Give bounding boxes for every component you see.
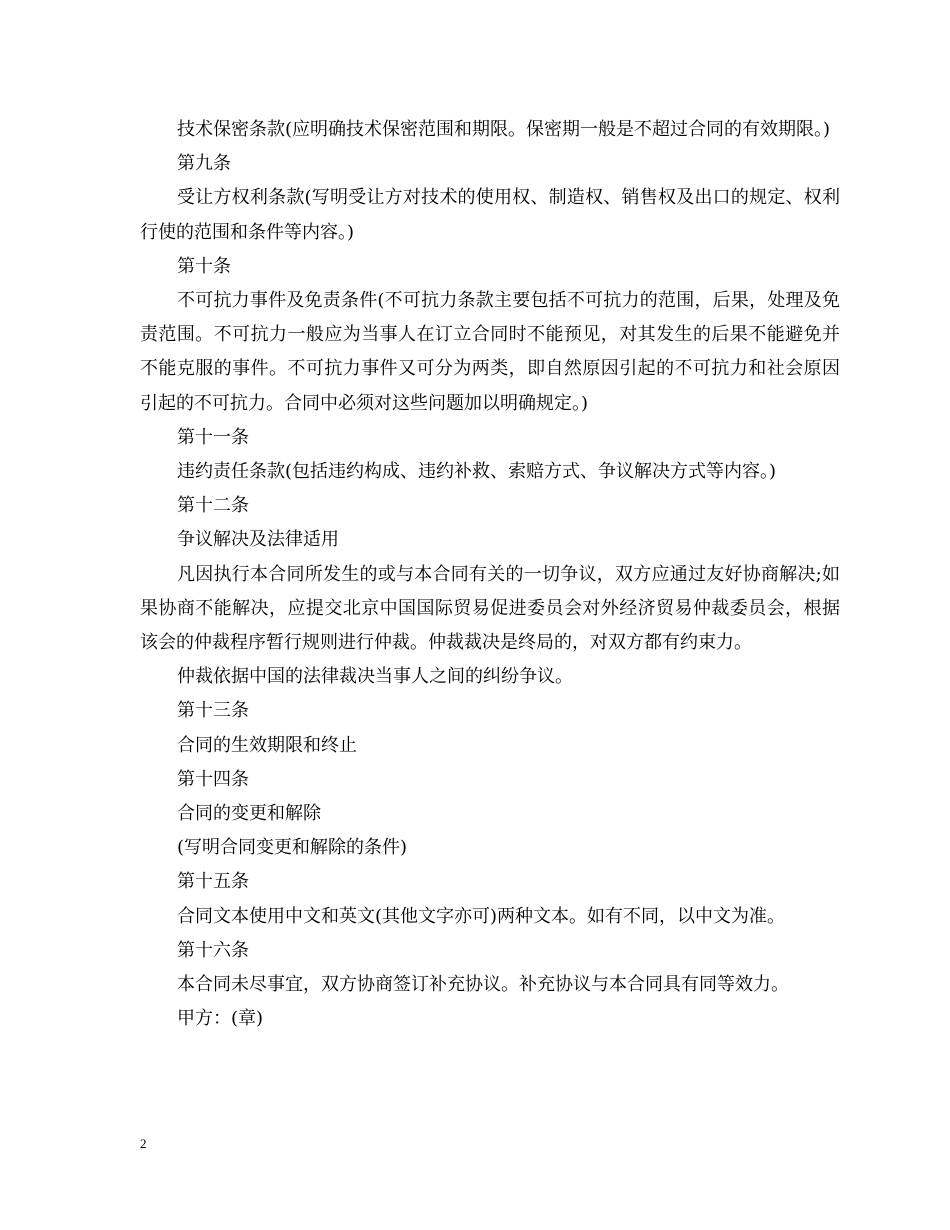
paragraph-supplementary-agreement: 本合同未尽事宜，双方协商签订补充协议。补充协议与本合同具有同等效力。	[177, 974, 789, 996]
article-heading-9: 第九条	[177, 153, 231, 175]
paragraph-licensee-rights: 受让方权利条款(写明受让方对技术的使用权、制造权、销售权及出口的规定、权利行使的范围和条件等内容。)	[140, 187, 840, 243]
paragraph-party-a-seal: 甲方：(章)	[177, 1008, 264, 1030]
article-heading-16: 第十六条	[177, 939, 249, 961]
article-heading-14: 第十四条	[177, 768, 249, 790]
paragraph-validity-termination: 合同的生效期限和终止	[177, 734, 357, 756]
paragraph-dispute-resolution: 凡因执行本合同所发生的或与本合同有关的一切争议，双方应通过友好协商解决;如果协商不能解决，应提交北京中国国际贸易促进委员会对外经济贸易仲裁委员会，根据该会的仲裁程序暂行规则进行仲裁。仲裁裁决是终局的，对双方都有约束力。	[140, 563, 840, 654]
paragraph-amendment-note: (写明合同变更和解除的条件)	[177, 837, 408, 859]
article-heading-12: 第十二条	[177, 495, 249, 517]
paragraph-arbitration-law: 仲裁依据中国的法律裁决当事人之间的纠纷争议。	[177, 666, 573, 688]
article-heading-13: 第十三条	[177, 700, 249, 722]
paragraph-dispute-title: 争议解决及法律适用	[177, 529, 339, 551]
document-body	[140, 113, 840, 1036]
article-heading-15: 第十五条	[177, 871, 249, 893]
paragraph-force-majeure: 不可抗力事件及免责条件(不可抗力条款主要包括不可抗力的范围，后果，处理及免责范围。不可抗力一般应为当事人在订立合同时不能预见，对其发生的后果不能避免并不能克服的事件。不可抗力事件又可分为两类，即自然原因引起的不可抗力和社会原因引起的不可抗力。合同中必须对这些问题加以明确规定。)	[140, 290, 840, 414]
paragraph-contract-languages: 合同文本使用中文和英文(其他文字亦可)两种文本。如有不同，以中文为准。	[177, 905, 786, 927]
paragraph-amendment-title: 合同的变更和解除	[177, 803, 321, 825]
paragraph-breach-liability: 违约责任条款(包括违约构成、违约补救、索赔方式、争议解决方式等内容。)	[177, 461, 777, 483]
paragraph-tech-confidentiality: 技术保密条款(应明确技术保密范围和期限。保密期一般是不超过合同的有效期限。)	[177, 119, 831, 140]
article-heading-10: 第十条	[177, 255, 231, 277]
page-number: 2	[140, 1136, 147, 1151]
article-heading-11: 第十一条	[177, 426, 249, 448]
